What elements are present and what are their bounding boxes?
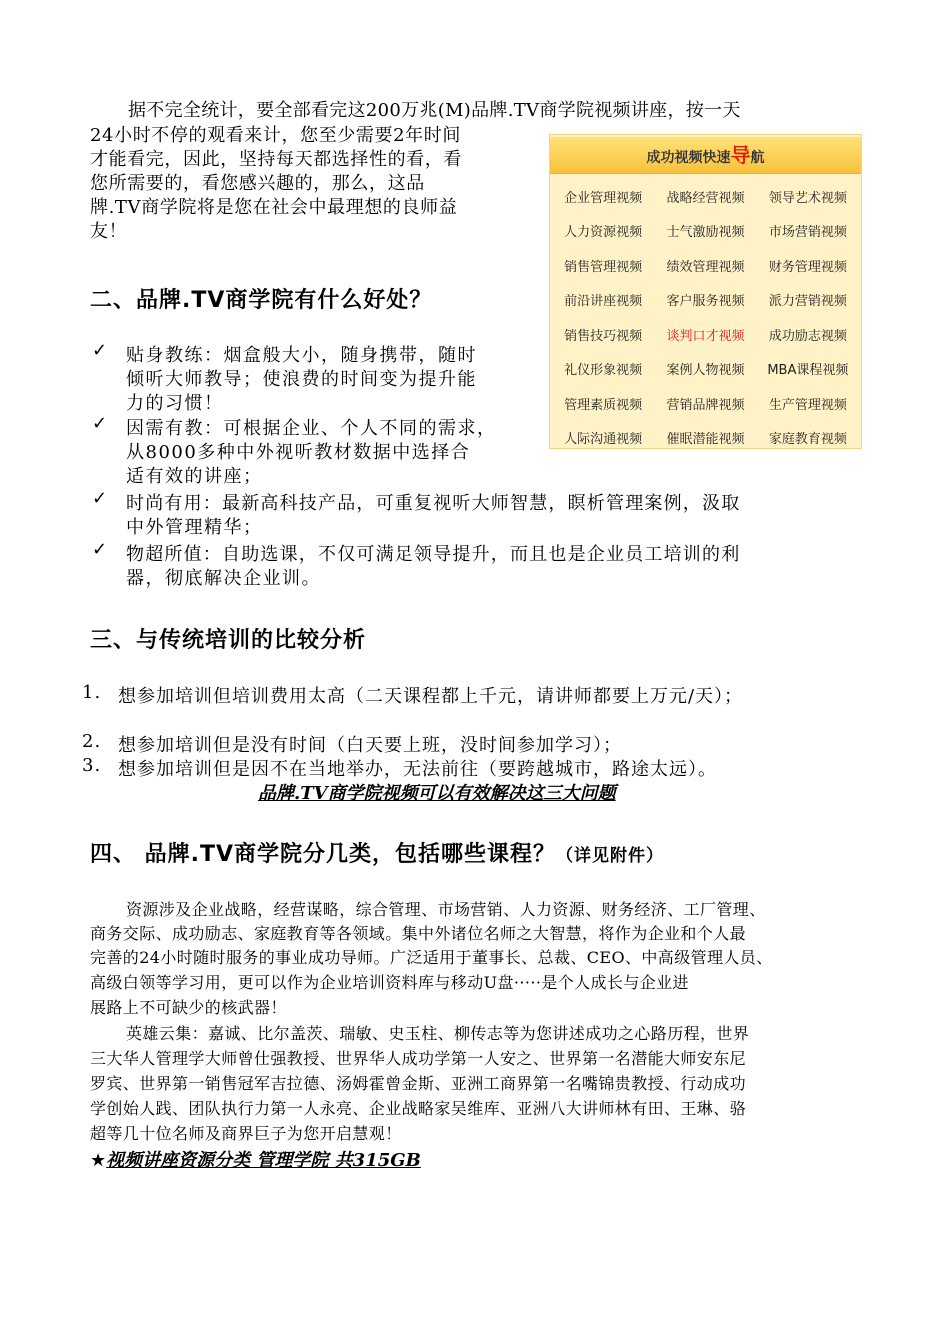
intro-line: 牌.TV商学院将是您在社会中最理想的良师益 [90,197,458,218]
resource-category-text: 视频讲座资源分类 管理学院 共315GB [106,1150,421,1171]
para2-line: 学创始人践、团队执行力第一人永亮、企业战略家吴维库、亚洲八大讲师林有田、王琳、骆 [90,1099,747,1118]
nav-title-post: 航 [750,150,765,166]
list-item-text: 想参加培训但培训费用太高（二天课程都上千元，请讲师都要上万元/天）； [118,686,744,707]
para1-line: 完善的24小时随时服务的事业成功导师。广泛适用于董事长、总裁、CEO、中高级管理人员、 [90,948,773,967]
nav-item: 营销品牌视频 [666,397,745,413]
intro-paragraph [90,124,530,244]
intro-line: 才能看完，因此，坚持每天都选择性的看，看 [90,149,462,170]
nav-item: 家庭教育视频 [768,432,847,448]
intro-line: 您所需要的，看您感兴趣的，那么，这品 [90,173,425,194]
resource-category-line [90,1146,421,1172]
bullet-line: 物超所值：自助选课，不仅可满足领导提升，而且也是企业员工培训的利 [126,544,741,565]
nav-item: 成功励志视频 [768,328,847,344]
check-icon: ✓ [92,539,108,560]
para2-line: 罗宾、世界第一销售冠军吉拉德、汤姆霍曾金斯、亚洲工商界第一名嘴锦贵教授、行动成功 [90,1074,747,1093]
nav-item: 领导艺术视频 [768,190,847,206]
nav-item: 销售技巧视频 [564,328,643,344]
list-item-text: 想参加培训但是因不在当地举办，无法前往（要跨越城市，路途太远）。 [118,759,717,780]
bullet-line: 贴身教练：烟盒般大小，随身携带，随时 [126,345,477,366]
bullet-line: 力的习惯！ [126,393,224,414]
nav-item: 财务管理视频 [768,259,847,275]
nav-item: 谈判口才视频 [666,328,745,344]
bullet-line: 因需有教：可根据企业、个人不同的需求， [126,418,497,439]
video-nav-grid [554,179,857,455]
check-icon: ✓ [92,488,108,509]
para2-line: 超等几十位名师及商界巨子为您开启慧观！ [90,1124,402,1143]
nav-item: 管理素质视频 [564,397,643,413]
nav-item: 礼仪形象视频 [564,363,643,379]
nav-item: 绩效管理视频 [666,259,745,275]
para1-line: 资源涉及企业战略，经营谋略，综合管理、市场营销、人力资源、财务经济、工厂管理、 [126,900,766,919]
section3-slogan: 品牌.TV商学院视频可以有效解决这三大问题 [258,783,616,804]
section3-heading: 三、与传统培训的比较分析 [90,628,367,653]
list-number: 3. [82,755,102,776]
para1-line: 商务交际、成功励志、家庭教育等各领域。集中外诸位名师之大智慧，将作为企业和个人最 [90,924,747,943]
intro-line: 友！ [90,221,128,242]
nav-item: 人际沟通视频 [564,432,643,448]
nav-item: 派力营销视频 [768,294,847,310]
video-nav-title [550,137,861,174]
nav-item: 人力资源视频 [564,225,643,241]
section4-heading-note: （详见附件） [556,846,665,866]
section4-heading [90,837,664,868]
star-icon: ★ [90,1150,107,1171]
list-item-text: 想参加培训但是没有时间（白天要上班，没时间参加学习）； [118,735,622,756]
bullet-line: 中外管理精华； [126,517,263,538]
nav-item: 前沿讲座视频 [564,294,643,310]
para1-line: 展路上不可缺少的核武器！ [90,998,287,1017]
para2-line: 英雄云集：嘉诚、比尔盖茨、瑞敏、史玉柱、柳传志等为您讲述成功之心路历程，世界 [126,1024,750,1043]
nav-title-pre: 成功视频快速 [646,150,731,166]
intro-line: 24小时不停的观看来计，您至少需要2年时间 [90,125,461,146]
nav-title-highlight: 导 [730,143,751,167]
nav-item: 企业管理视频 [564,190,643,206]
section4-heading-text: 四、 品牌.TV商学院分几类，包括哪些课程？ [90,842,557,867]
nav-item: 士气激励视频 [666,225,745,241]
bullet-line: 适有效的讲座； [126,466,263,487]
nav-item: 市场营销视频 [768,225,847,241]
para2-line: 三大华人管理学大师曾仕强教授、世界华人成功学第一人安之、世界第一名潜能大师安东尼 [90,1049,747,1068]
nav-item: MBA课程视频 [767,363,849,379]
video-nav-panel [549,134,862,449]
nav-item: 案例人物视频 [666,363,745,379]
bullet-line: 倾听大师教导；使浪费的时间变为提升能 [126,369,477,390]
nav-item: 战略经营视频 [666,190,745,206]
nav-item: 销售管理视频 [564,259,643,275]
check-icon: ✓ [92,413,108,434]
nav-item: 催眠潜能视频 [666,432,745,448]
section2-heading: 二、品牌.TV商学院有什么好处？ [90,288,433,313]
nav-item: 生产管理视频 [768,397,847,413]
intro-first-line: 据不完全统计，要全部看完这200万兆(M)品牌.TV商学院视频讲座，按一天 [128,100,741,121]
list-number: 2. [82,731,102,752]
bullet-line: 器，彻底解决企业训。 [126,568,321,589]
bullet-line: 从8000多种中外视听教材数据中选择合 [126,442,471,463]
check-icon: ✓ [92,340,108,361]
para1-line: 高级白领等学习用，更可以作为企业培训资料库与移动U盘·····是个人成长与企业进 [90,973,689,992]
bullet-line: 时尚有用：最新高科技产品，可重复视听大师智慧，瞑析管理案例，汲取 [126,493,741,514]
list-number: 1. [82,682,102,703]
nav-item: 客户服务视频 [666,294,745,310]
